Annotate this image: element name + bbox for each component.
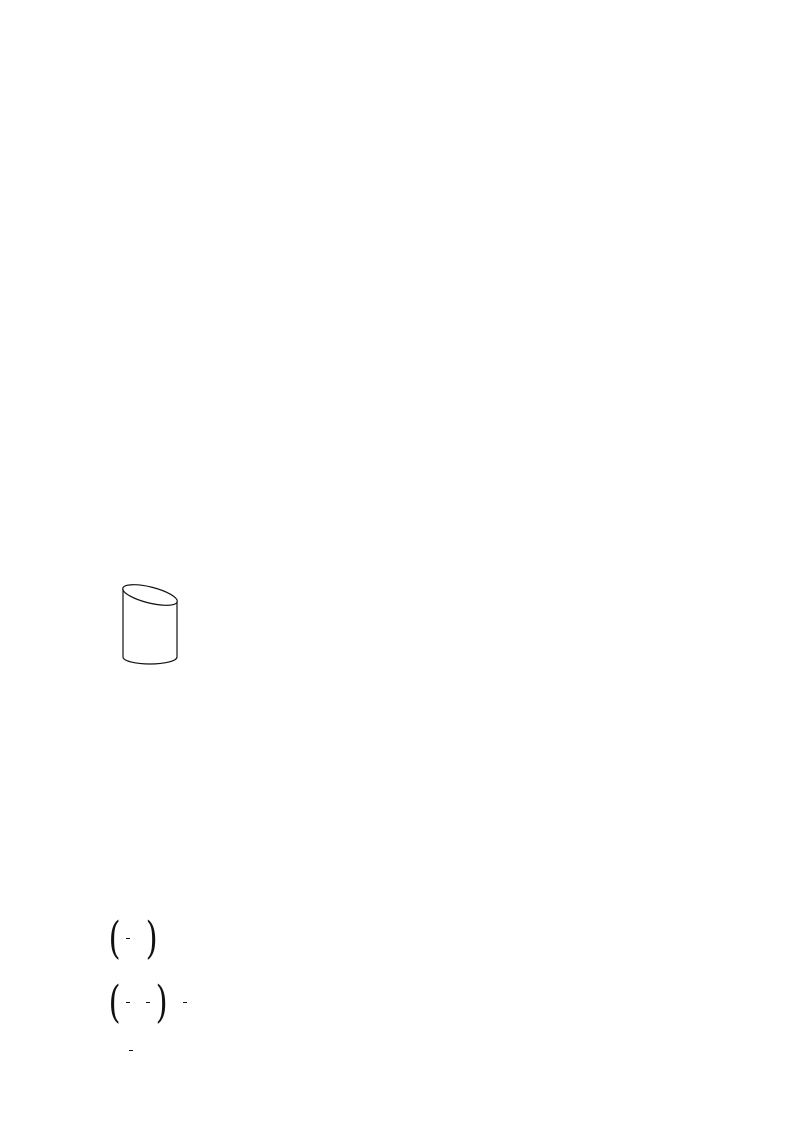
option-d[interactable] (106, 512, 134, 528)
fraction (129, 1048, 133, 1054)
right-paren: ) (155, 977, 168, 1028)
option-c[interactable] (106, 216, 134, 232)
option-a[interactable] (106, 131, 134, 147)
expression-24 (106, 1048, 136, 1054)
option-d[interactable] (106, 834, 134, 850)
cylinder-top-ellipse (121, 580, 179, 609)
denominator (183, 1003, 187, 1006)
denominator (146, 1003, 150, 1006)
denominator (126, 1003, 130, 1006)
expression-22 (106, 913, 170, 964)
cylinder-bottom-arc (123, 657, 177, 664)
option-b[interactable] (106, 749, 134, 765)
denominator (126, 939, 130, 942)
fraction (126, 936, 130, 942)
left-paren: ( (108, 913, 121, 964)
option-a[interactable] (106, 707, 134, 723)
right-paren: ) (145, 913, 158, 964)
option-b[interactable] (106, 173, 134, 189)
fraction (146, 1000, 150, 1006)
option-c[interactable] (106, 792, 134, 808)
expression-23 (106, 977, 200, 1028)
option-b[interactable] (106, 428, 134, 444)
fraction (126, 1000, 130, 1006)
fraction (183, 1000, 187, 1006)
left-paren: ( (108, 977, 121, 1028)
denominator (129, 1051, 133, 1054)
option-a[interactable] (106, 385, 134, 401)
cylinder-figure (100, 580, 200, 685)
option-c[interactable] (106, 470, 134, 486)
option-d[interactable] (106, 258, 134, 274)
